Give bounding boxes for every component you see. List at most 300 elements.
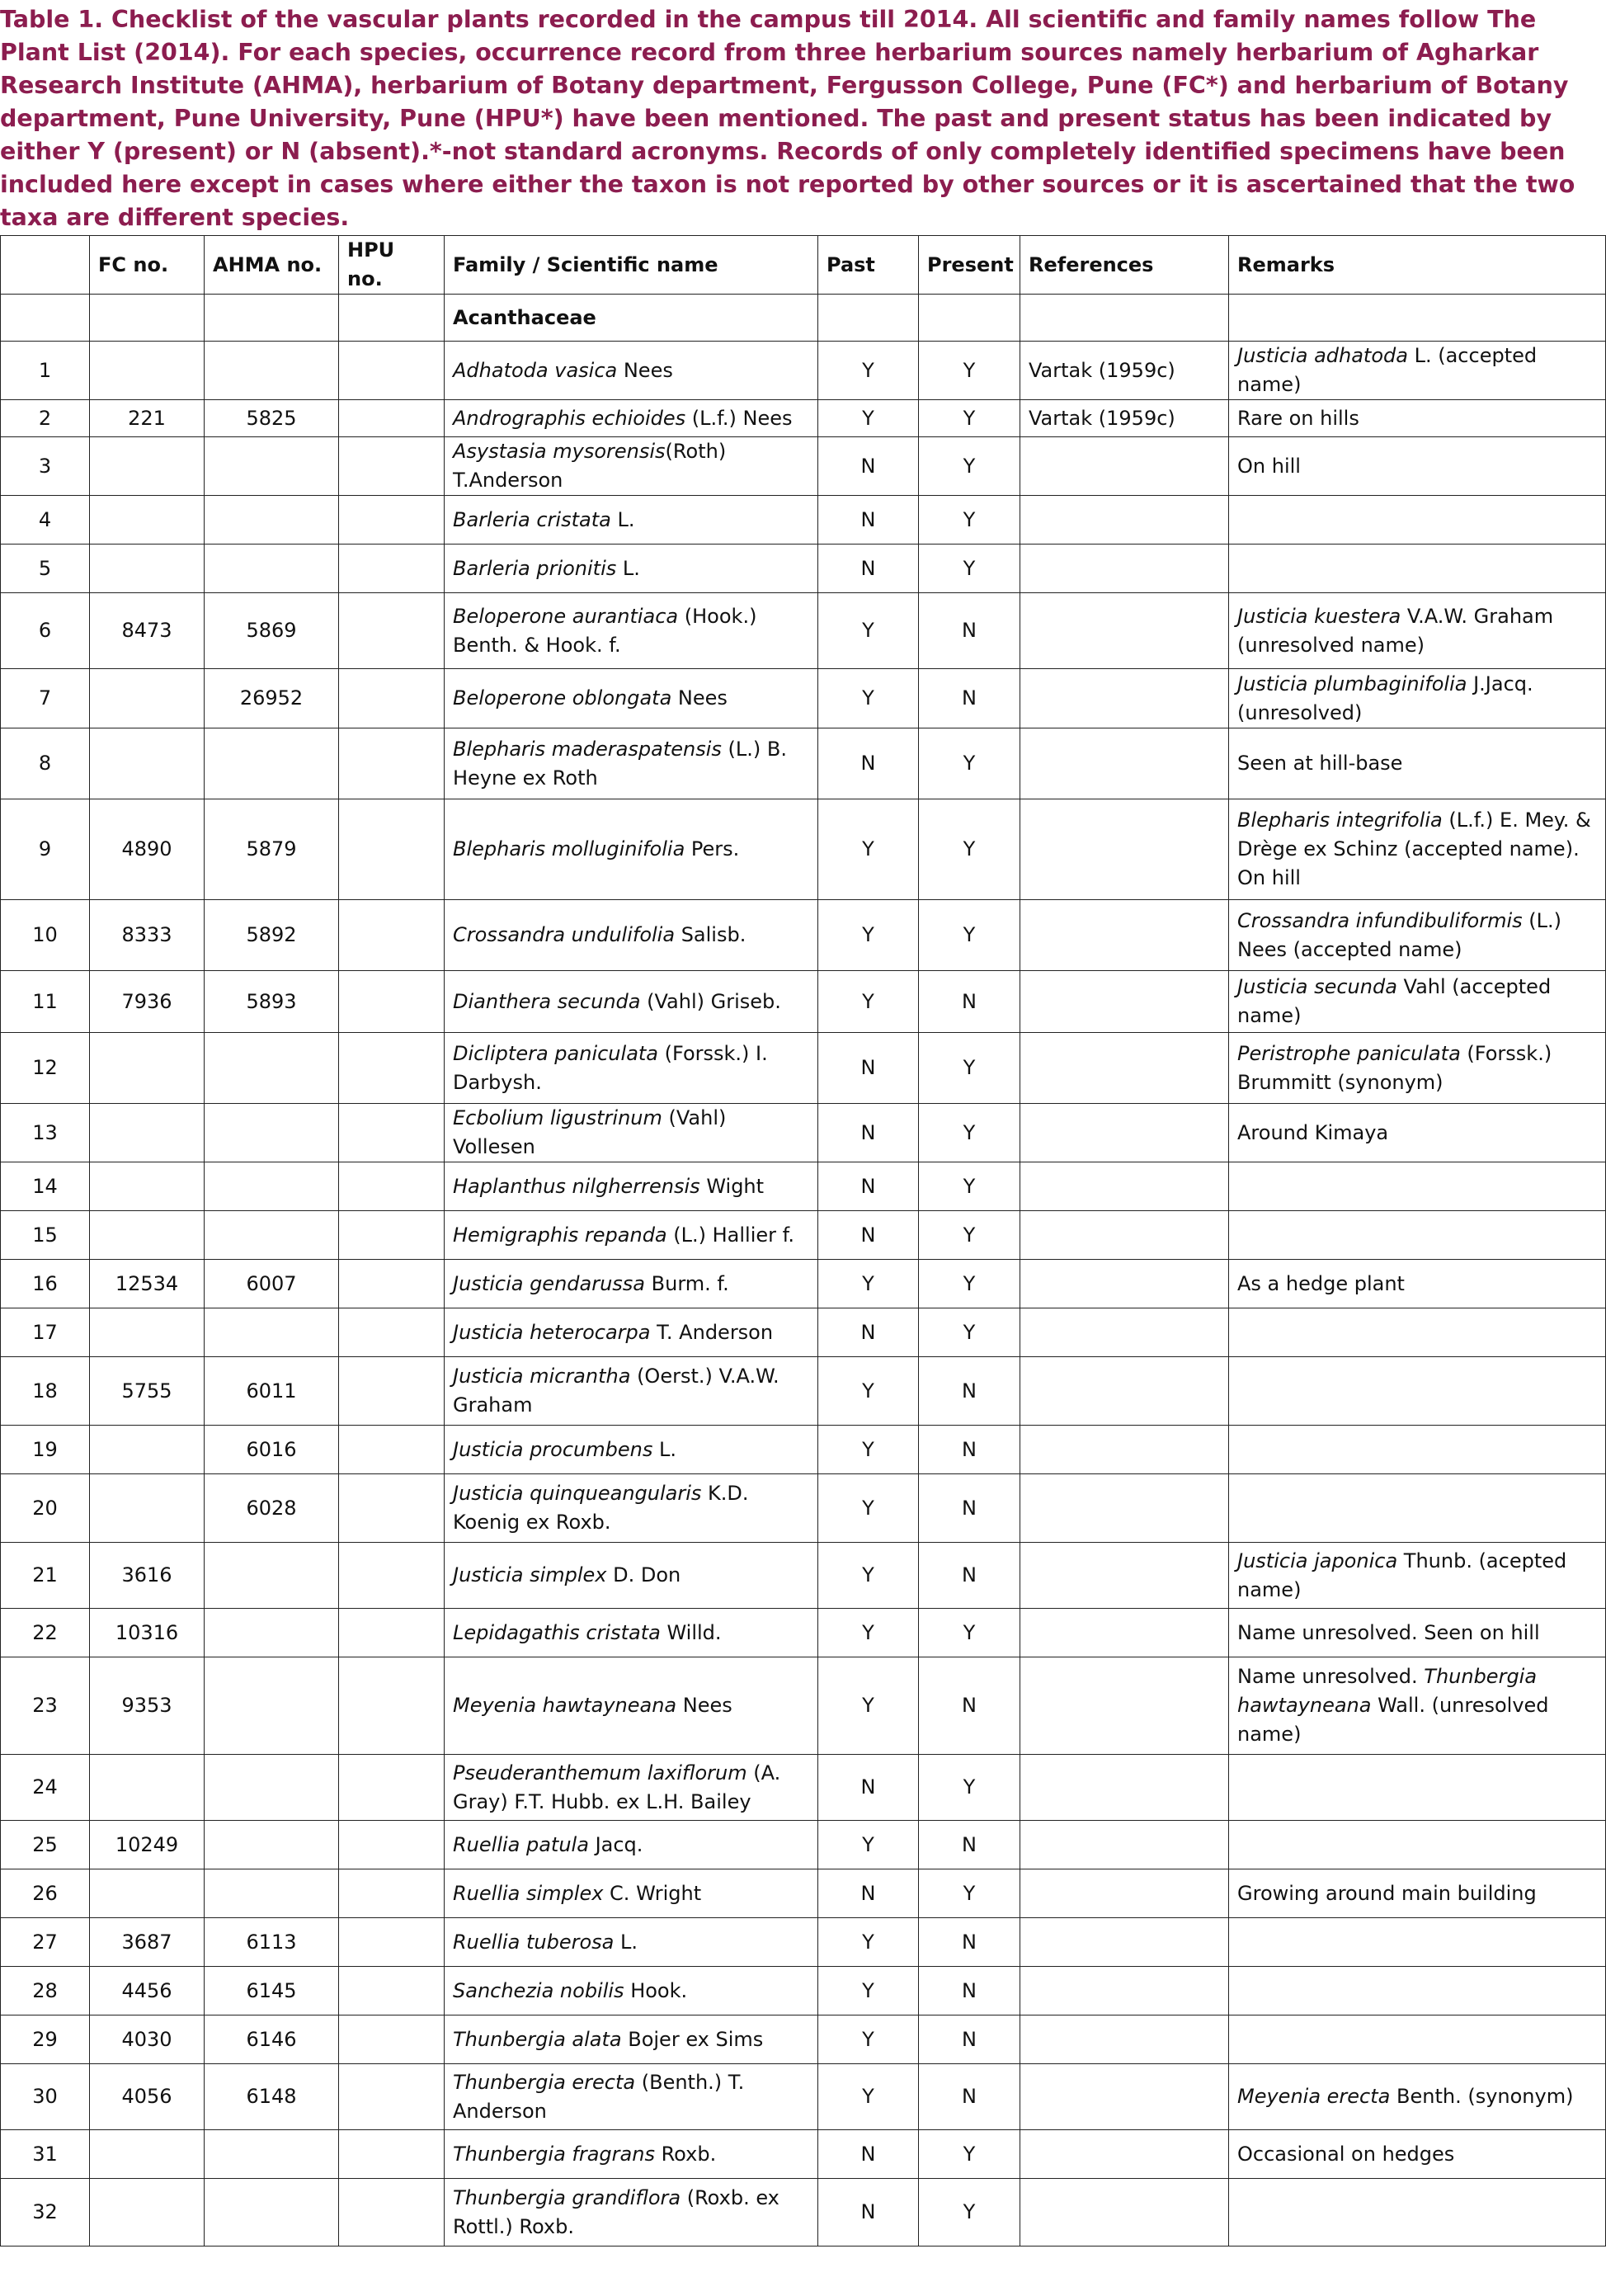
scientific-name-italic: Meyenia hawtayneana [453,1694,677,1717]
scientific-name-authority: Nees [671,686,728,710]
fc-number: 3616 [90,1543,205,1609]
past-status: Y [818,342,919,400]
ahma-number: 6028 [205,1474,339,1543]
hpu-number [339,1821,445,1869]
reference [1020,1357,1229,1426]
reference [1020,2015,1229,2064]
reference [1020,900,1229,971]
table-row [1,900,1606,971]
remarks-italic: Blepharis integrifolia [1237,809,1443,832]
table-row [1,1357,1606,1426]
table-caption: Table 1. Checklist of the vascular plants recorded in the campus till 2014. All scientific and family names follow The Plant List (2014). For each species, occurrence record from three herbarium sources namely herbarium of Agharkar Research Institute (AHMA), herbarium of Botany department, Fergusson College, Pune (FC*) and herbarium of Botany department, Pune University, Pune (HPU*) have been mentioned. The past and present status has been indicated by either Y (present) or N (absent).*-not standard acronyms. Records of only completely identified specimens have been included here except in cases where either the taxon is not reported by other sources or it is ascertained that the two taxa are different species. [0,6,1575,231]
remarks [1229,2015,1606,2064]
family-cell-empty [1229,295,1606,342]
row-number: 3 [1,437,90,496]
scientific-name [445,593,818,669]
scientific-name-authority: (Roth) T.Anderson [453,440,727,492]
present-status: Y [919,1211,1020,1260]
hpu-number [339,2064,445,2130]
table-row [1,1657,1606,1755]
present-status: Y [919,1869,1020,1918]
table-row [1,1755,1606,1821]
remarks-text: (L.f.) E. Mey. & Drège ex Schinz (accepted name). On hill [1237,809,1591,889]
table-row [1,669,1606,728]
ahma-number [205,1104,339,1162]
scientific-name [445,900,818,971]
scientific-name-authority: T. Anderson [650,1320,774,1344]
fc-number: 4890 [90,799,205,900]
fc-number [90,1211,205,1260]
ahma-number [205,437,339,496]
row-number: 22 [1,1609,90,1657]
table-row [1,1308,1606,1357]
reference [1020,1474,1229,1543]
ahma-number [205,1869,339,1918]
scientific-name-italic: Ecbolium ligustrinum [453,1106,662,1129]
row-number: 2 [1,400,90,437]
reference [1020,1211,1229,1260]
row-number: 25 [1,1821,90,1869]
scientific-name-italic: Thunbergia fragrans [453,2142,655,2166]
table-row [1,1474,1606,1543]
scientific-name [445,1162,818,1211]
present-status: N [919,593,1020,669]
row-number: 31 [1,2130,90,2179]
reference [1020,1918,1229,1967]
scientific-name [445,1755,818,1821]
fc-number [90,1104,205,1162]
scientific-name-italic: Thunbergia alata [453,2027,622,2051]
remarks-text: Around Kimaya [1237,1120,1389,1144]
scientific-name [445,971,818,1033]
hpu-number [339,1918,445,1967]
remarks [1229,496,1606,545]
ahma-number: 5893 [205,971,339,1033]
family-row [1,295,1606,342]
remarks-text: Growing around main building [1237,1881,1537,1905]
table-row [1,1543,1606,1609]
hpu-number [339,1162,445,1211]
table-row [1,1918,1606,1967]
ahma-number [205,342,339,400]
past-status: N [818,1308,919,1357]
fc-number: 4456 [90,1967,205,2015]
present-status: Y [919,2179,1020,2246]
ahma-number: 5825 [205,400,339,437]
scientific-name [445,1104,818,1162]
row-number: 16 [1,1260,90,1308]
remarks [1229,1755,1606,1821]
scientific-name [445,437,818,496]
family-cell-empty [818,295,919,342]
ahma-number [205,1609,339,1657]
hpu-number [339,2015,445,2064]
reference [1020,1426,1229,1474]
table-row [1,799,1606,900]
remarks-italic: Justicia adhatoda [1237,344,1408,367]
present-status: Y [919,2130,1020,2179]
hpu-number [339,1033,445,1104]
header-hpu-no: HPU no. [339,236,445,295]
hpu-number [339,1211,445,1260]
remarks-italic: Thunbergia hawtayneana [1237,1665,1538,1717]
ahma-number [205,1162,339,1211]
table-row [1,1162,1606,1211]
fc-number [90,1033,205,1104]
scientific-name-authority: (Roxb. ex Rottl.) Roxb. [453,2185,779,2238]
table-row [1,342,1606,400]
header-past: Past [818,236,919,295]
hpu-number [339,669,445,728]
table-row [1,1033,1606,1104]
family-cell-empty [90,295,205,342]
scientific-name-authority: Nees [617,358,673,382]
past-status: Y [818,971,919,1033]
remarks-text: Vahl (accepted name) [1237,975,1552,1027]
remarks [1229,1609,1606,1657]
remarks [1229,437,1606,496]
row-number: 5 [1,545,90,593]
reference [1020,437,1229,496]
present-status: N [919,2015,1020,2064]
table-body [1,295,1606,2246]
past-status: N [818,728,919,799]
row-number: 10 [1,900,90,971]
past-status: Y [818,799,919,900]
scientific-name [445,1474,818,1543]
hpu-number [339,1474,445,1543]
present-status: Y [919,496,1020,545]
scientific-name-authority: K.D. Koenig ex Roxb. [453,1482,749,1534]
table-row [1,1104,1606,1162]
scientific-name-italic: Lepidagathis cristata [453,1620,661,1644]
row-number: 30 [1,2064,90,2130]
scientific-name-italic: Barleria cristata [453,507,611,531]
remarks [1229,545,1606,593]
present-status: N [919,971,1020,1033]
scientific-name [445,1821,818,1869]
hpu-number [339,1869,445,1918]
header-scientific-name: Family / Scientific name [445,236,818,295]
fc-number: 3687 [90,1918,205,1967]
remarks-text: Benth. (synonym) [1390,2085,1574,2108]
scientific-name-authority: Roxb. [654,2142,717,2166]
scientific-name [445,1260,818,1308]
past-status: Y [818,2064,919,2130]
scientific-name-italic: Dicliptera paniculata [453,1041,659,1065]
past-status: N [818,1869,919,1918]
ahma-number: 6113 [205,1918,339,1967]
past-status: Y [818,1609,919,1657]
row-number: 6 [1,593,90,669]
scientific-name-authority: (Vahl) Vollesen [453,1106,727,1158]
row-number: 21 [1,1543,90,1609]
header-number [1,236,90,295]
scientific-name [445,1609,818,1657]
fc-number [90,1869,205,1918]
fc-number [90,2130,205,2179]
reference [1020,2179,1229,2246]
reference [1020,593,1229,669]
fc-number [90,1755,205,1821]
remarks [1229,2064,1606,2130]
header-references: References [1020,236,1229,295]
remarks [1229,1308,1606,1357]
scientific-name-italic: Ruellia patula [453,1832,589,1856]
remarks-text: Name unresolved. Seen on hill [1237,1620,1540,1644]
scientific-name [445,1918,818,1967]
present-status: N [919,1657,1020,1755]
hpu-number [339,593,445,669]
remarks [1229,342,1606,400]
scientific-name-italic: Thunbergia erecta [453,2070,636,2094]
row-number: 17 [1,1308,90,1357]
scientific-name-authority: Nees [676,1694,732,1717]
scientific-name [445,1967,818,2015]
scientific-name-authority: Hook. [624,1978,688,2002]
reference [1020,496,1229,545]
remarks-text: (Forssk.) Brummitt (synonym) [1237,1041,1552,1094]
scientific-name-italic: Hemigraphis repanda [453,1223,667,1247]
scientific-name [445,1033,818,1104]
scientific-name [445,1211,818,1260]
fc-number [90,342,205,400]
past-status: Y [818,1260,919,1308]
ahma-number [205,728,339,799]
scientific-name [445,2130,818,2179]
table-row [1,593,1606,669]
ahma-number [205,1033,339,1104]
ahma-number [205,2130,339,2179]
fc-number: 4030 [90,2015,205,2064]
remarks-italic: Justicia plumbaginifolia [1237,672,1467,695]
remarks [1229,1211,1606,1260]
scientific-name-authority: L. [616,556,640,580]
scientific-name-italic: Andrographis echioides [453,406,686,430]
row-number: 12 [1,1033,90,1104]
fc-number [90,496,205,545]
remarks-text: J.Jacq. (unresolved) [1237,672,1533,724]
present-status: Y [919,900,1020,971]
hpu-number [339,437,445,496]
scientific-name-authority: Jacq. [588,1832,643,1856]
table-row [1,496,1606,545]
remarks [1229,1474,1606,1543]
present-status: Y [919,1033,1020,1104]
past-status: Y [818,2015,919,2064]
scientific-name-authority: L. [614,1930,638,1954]
header-present: Present [919,236,1020,295]
scientific-name-authority: (A. Gray) F.T. Hubb. ex L.H. Bailey [453,1761,781,1813]
ahma-number: 5892 [205,900,339,971]
scientific-name-italic: Adhatoda vasica [453,358,618,382]
reference [1020,1162,1229,1211]
past-status: Y [818,1474,919,1543]
scientific-name-italic: Crossandra undulifolia [453,923,676,946]
scientific-name-italic: Haplanthus nilgherrensis [453,1174,700,1198]
present-status: Y [919,799,1020,900]
table-row [1,1967,1606,2015]
scientific-name-italic: Blepharis molluginifolia [453,837,685,860]
ahma-number: 26952 [205,669,339,728]
hpu-number [339,1967,445,2015]
row-number: 32 [1,2179,90,2246]
table-row [1,1821,1606,1869]
remarks-text: As a hedge plant [1237,1271,1405,1295]
fc-number: 10249 [90,1821,205,1869]
remarks-text: Thunb. (acepted name) [1237,1549,1567,1601]
reference [1020,1308,1229,1357]
fc-number [90,1162,205,1211]
fc-number: 5755 [90,1357,205,1426]
scientific-name-authority: C. Wright [603,1881,702,1905]
scientific-name-italic: Ruellia tuberosa [453,1930,615,1954]
hpu-number [339,2130,445,2179]
scientific-name-authority: Salisb. [675,923,746,946]
family-name: Acanthaceae [445,295,818,342]
remarks [1229,1967,1606,2015]
remarks-text: Wall. (unresolved name) [1237,1694,1549,1746]
scientific-name-italic: Justicia gendarussa [453,1271,646,1295]
remarks [1229,1918,1606,1967]
table-row [1,545,1606,593]
scientific-name [445,728,818,799]
row-number: 18 [1,1357,90,1426]
scientific-name-authority: (Benth.) T. Anderson [453,2070,745,2123]
scientific-name-authority: (L.) Hallier f. [666,1223,794,1247]
row-number: 4 [1,496,90,545]
remarks [1229,1260,1606,1308]
table-row [1,2179,1606,2246]
remarks [1229,2130,1606,2179]
scientific-name [445,1357,818,1426]
fc-number [90,669,205,728]
scientific-name-italic: Barleria prionitis [453,556,617,580]
row-number: 23 [1,1657,90,1755]
scientific-name [445,400,818,437]
remarks [1229,2179,1606,2246]
past-status: Y [818,1426,919,1474]
ahma-number: 6011 [205,1357,339,1426]
scientific-name-authority: Bojer ex Sims [621,2027,764,2051]
table-row [1,2064,1606,2130]
row-number: 14 [1,1162,90,1211]
scientific-name-authority: Wight [699,1174,765,1198]
past-status: N [818,1104,919,1162]
table-row [1,1260,1606,1308]
table-row [1,971,1606,1033]
scientific-name-authority: Willd. [660,1620,722,1644]
header-ahma-no: AHMA no. [205,236,339,295]
scientific-name [445,1308,818,1357]
past-status: Y [818,1657,919,1755]
hpu-number [339,342,445,400]
past-status: N [818,545,919,593]
ahma-number: 5869 [205,593,339,669]
remarks-text: On hill [1237,454,1301,478]
fc-number [90,437,205,496]
hpu-number [339,1543,445,1609]
ahma-number [205,1308,339,1357]
past-status: Y [818,400,919,437]
hpu-number [339,799,445,900]
ahma-number [205,1211,339,1260]
past-status: Y [818,1918,919,1967]
remarks-italic: Justicia secunda [1237,975,1397,998]
ahma-number [205,1543,339,1609]
row-number: 26 [1,1869,90,1918]
scientific-name-authority: (Vahl) Griseb. [640,989,781,1013]
fc-number [90,728,205,799]
remarks [1229,728,1606,799]
reference [1020,1033,1229,1104]
remarks-text: Seen at hill-base [1237,752,1403,775]
row-number: 11 [1,971,90,1033]
remarks-italic: Justicia japonica [1237,1549,1398,1572]
row-number: 28 [1,1967,90,2015]
past-status: Y [818,1543,919,1609]
row-number: 7 [1,669,90,728]
table-row [1,1869,1606,1918]
present-status: Y [919,1308,1020,1357]
reference: Vartak (1959c) [1020,342,1229,400]
header-fc-no: FC no. [90,236,205,295]
scientific-name-authority: L. [652,1437,676,1461]
hpu-number [339,1755,445,1821]
reference [1020,1869,1229,1918]
remarks [1229,1104,1606,1162]
past-status: N [818,1033,919,1104]
remarks [1229,1357,1606,1426]
past-status: N [818,1211,919,1260]
ahma-number [205,1821,339,1869]
fc-number [90,1474,205,1543]
remarks-text: Occasional on hedges [1237,2142,1455,2166]
scientific-name-italic: Sanchezia nobilis [453,1978,624,2002]
reference [1020,2064,1229,2130]
past-status: Y [818,900,919,971]
remarks [1229,1869,1606,1918]
scientific-name-italic: Justicia heterocarpa [453,1320,651,1344]
remarks-text: Rare on hills [1237,406,1359,430]
hpu-number [339,1308,445,1357]
plant-checklist-table [0,235,1606,2246]
hpu-number [339,545,445,593]
remarks [1229,900,1606,971]
remarks [1229,799,1606,900]
present-status: Y [919,342,1020,400]
hpu-number [339,900,445,971]
row-number: 27 [1,1918,90,1967]
reference [1020,669,1229,728]
present-status: N [919,1821,1020,1869]
hpu-number [339,1260,445,1308]
scientific-name-italic: Blepharis maderaspatensis [453,737,722,761]
fc-number: 8333 [90,900,205,971]
fc-number [90,545,205,593]
scientific-name [445,799,818,900]
scientific-name [445,1657,818,1755]
remarks-text: (L.) Nees (accepted name) [1237,908,1562,961]
reference [1020,1260,1229,1308]
scientific-name-authority: Burm. f. [645,1271,729,1295]
row-number: 29 [1,2015,90,2064]
scientific-name-authority: Pers. [685,837,740,860]
scientific-name [445,1426,818,1474]
present-status: N [919,2064,1020,2130]
fc-number: 4056 [90,2064,205,2130]
scientific-name-italic: Dianthera secunda [453,989,641,1013]
